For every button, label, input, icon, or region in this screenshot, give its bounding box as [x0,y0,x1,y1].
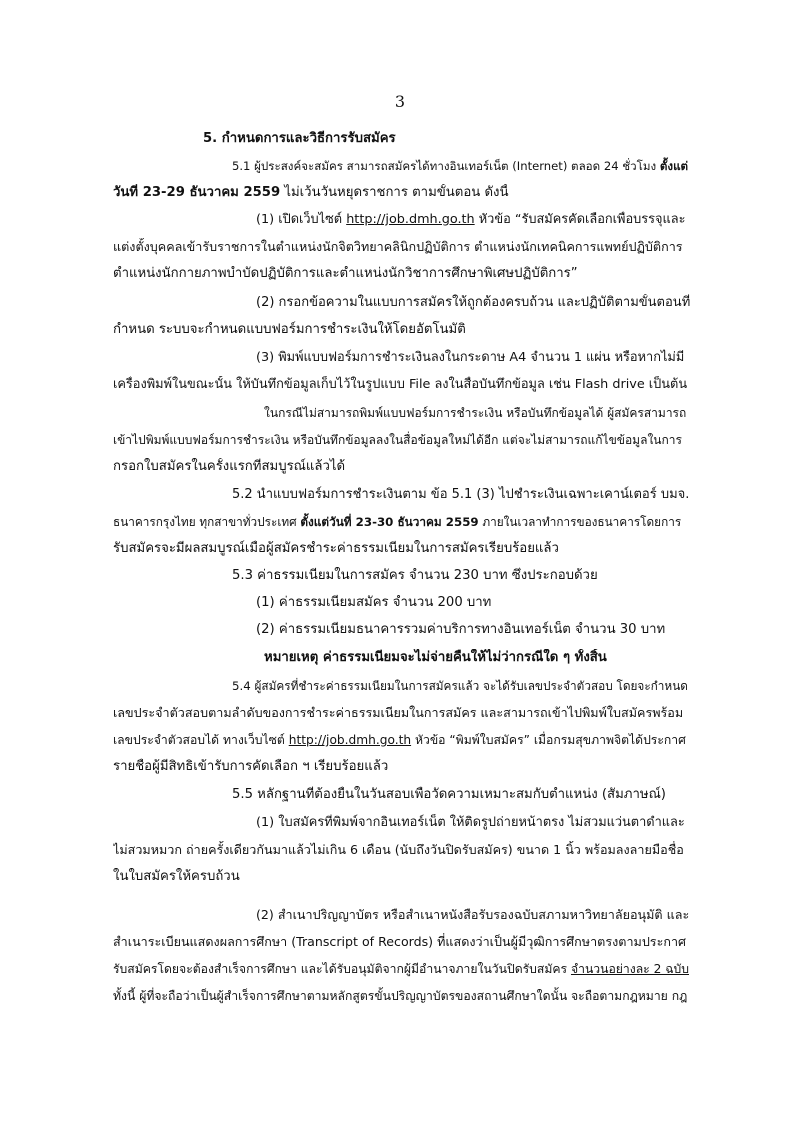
page-number: 3 [394,92,406,111]
date-range: วันที่ 23-29 ธันวาคม 2559 [113,185,281,200]
date-label: ตั้งแต่ [659,159,689,173]
text: ภายในเวลาทำการของธนาคารโดยการ [478,515,682,529]
text: หัวข้อ “รับสมัครคัดเลือกเพื่อบรรจุและ [474,212,686,227]
para-5-2-line-1: 5.2 นำแบบฟอร์มการชำระเงินตาม ข้อ 5.1 (3) ไปชำระเงินเฉพาะเคาน์เตอร์ บมจ. [232,487,690,502]
note-line-2: เข้าไปพิมพ์แบบฟอร์มการชำระเงิน หรือบันทึกข้อมูลลงในสื่อข้อมูลใหม่ได้อีก แต่จะไม่สามารถแก้ไขข้อมูลในการ [113,433,682,447]
para-5-4-line-2: เลขประจำตัวสอบตามลำดับของการชำระค่าธรรมเนียมในการสมัคร และสามารถเข้าไปพิมพ์ใบสมัครพร้อม [113,705,684,720]
doc-item-2-line-4: ทั้งนี้ ผู้ที่จะถือว่าเป็นผู้สำเร็จการศึกษาตามหลักสูตรขั้นปริญญาบัตรของสถานศึกษาใดนั้น จะถือตามกฎหมาย กฎ [113,989,688,1003]
text: หัวข้อ “พิมพ์ใบสมัคร” เมื่อกรมสุขภาพจิตได้ประกาศ [411,733,686,747]
item-1-line-1 [256,211,686,229]
text: ไม่เว้นวันหยุดราชการ ตามขั้นตอน ดังนี้ [280,185,509,200]
copies-required: จำนวนอย่างละ 2 ฉบับ [570,962,690,976]
doc-item-1-line-2: ไม่สวมหมวก ถ่ายครั้งเดียวกันมาแล้วไม่เกิน 6 เดือน (นับถึงวันปิดรับสมัคร) ขนาด 1 นิ้ว พร้อมลงลายมือชื่อ [113,842,684,857]
date-range: ตั้งแต่วันที่ 23-30 ธันวาคม 2559 [300,515,479,529]
para-5-5-line-1: 5.5 หลักฐานที่ต้องยื่นในวันสอบเพื่อวัดความเหมาะสมกับตำแหน่ง (สัมภาษณ์) [232,787,666,802]
item-1-line-2: แต่งตั้งบุคคลเข้ารับราชการในตำแหน่งนักจิตวิทยาคลินิกปฏิบัติการ ตำแหน่งนักเทคนิคการแพทย์ปฏิบัติการ [113,239,683,254]
fee-item-2: (2) ค่าธรรมเนียมธนาคารรวมค่าบริการทางอินเทอร์เน็ต จำนวน 30 บาท [256,622,666,637]
text: เลขประจำตัวสอบได้ ทางเว็บไซต์ [113,733,289,747]
para-5-4-line-3 [113,731,686,749]
para-5-1-line-2 [113,184,509,202]
doc-item-2-line-2: สำเนาระเบียนแสดงผลการศึกษา (Transcript of Records) ที่แสดงว่าเป็นผู้มีวุฒิการศึกษาตรงตามประกาศ [113,934,687,949]
note-line-3: กรอกใบสมัครในครั้งแรกที่สมบูรณ์แล้วได้ [113,459,346,474]
para-5-2-line-2 [113,513,681,531]
item-1-line-3: ตำแหน่งนักกายภาพบำบัดปฏิบัติการและตำแหน่งนักวิชาการศึกษาพิเศษปฏิบัติการ” [113,266,578,281]
doc-item-1-line-3: ในใบสมัครให้ครบถ้วน [113,869,240,884]
website-link[interactable]: http://job.dmh.go.th [346,212,475,227]
text: (1) เปิดเว็บไซต์ [256,212,347,227]
fee-item-1: (1) ค่าธรรมเนียมสมัคร จำนวน 200 บาท [256,595,492,610]
website-link[interactable]: http://job.dmh.go.th [288,733,412,747]
text: ธนาคารกรุงไทย ทุกสาขาทั่วประเทศ [113,515,301,529]
item-3-line-1: (3) พิมพ์แบบฟอร์มการชำระเงินลงในกระดาษ A4 จำนวน 1 แผ่น หรือหากไม่มี [256,350,685,365]
item-2-line-1: (2) กรอกข้อความในแบบการสมัครให้ถูกต้องครบถ้วน และปฏิบัติตามขั้นตอนที่ [256,295,691,310]
para-5-2-line-3: รับสมัครจะมีผลสมบูรณ์เมื่อผู้สมัครชำระค่าธรรมเนียมในการสมัครเรียบร้อยแล้ว [113,541,559,556]
doc-item-1-line-1: (1) ใบสมัครที่พิมพ์จากอินเทอร์เน็ต ให้ติดรูปถ่ายหน้าตรง ไม่สวมแว่นตาดำและ [256,815,685,830]
section-heading: 5. กำหนดการและวิธีการรับสมัคร [203,131,396,146]
item-2-line-2: กำหนด ระบบจะกำหนดแบบฟอร์มการชำระเงินให้โดยอัตโนมัติ [113,322,466,337]
text: 5.1 ผู้ประสงค์จะสมัคร สามารถสมัครได้ทางอินเทอร์เน็ต (Internet) ตลอด 24 ชั่วโมง [232,159,660,173]
para-5-4-line-1: 5.4 ผู้สมัครที่ชำระค่าธรรมเนียมในการสมัครแล้ว จะได้รับเลขประจำตัวสอบ โดยจะกำหนด [232,679,688,693]
fee-remark: หมายเหตุ ค่าธรรมเนียมจะไม่จ่ายคืนให้ไม่ว่ากรณีใด ๆ ทั้งสิ้น [264,650,607,665]
doc-item-2-line-1: (2) สำเนาปริญญาบัตร หรือสำเนาหนังสือรับรองฉบับสภามหาวิทยาลัยอนุมัติ และ [256,907,690,922]
doc-item-2-line-3 [113,960,689,978]
item-3-line-2: เครื่องพิมพ์ในขณะนั้น ให้บันทึกข้อมูลเก็บไว้ในรูปแบบ File ลงในสื่อบันทึกข้อมูล เช่น Flash drive เป็นต้น [113,377,688,392]
para-5-3-line-1: 5.3 ค่าธรรมเนียมในการสมัคร จำนวน 230 บาท ซึ่งประกอบด้วย [232,568,598,583]
note-line-1: ในกรณีไม่สามารถพิมพ์แบบฟอร์มการชำระเงิน หรือบันทึกข้อมูลได้ ผู้สมัครสามารถ [264,406,687,420]
text: รับสมัครโดยจะต้องสำเร็จการศึกษา และได้รับอนุมัติจากผู้มีอำนาจภายในวันปิดรับสมัคร [113,962,571,976]
para-5-1-line-1 [232,157,688,175]
para-5-4-line-4: รายชื่อผู้มีสิทธิเข้ารับการคัดเลือก ฯ เรียบร้อยแล้ว [113,759,389,774]
